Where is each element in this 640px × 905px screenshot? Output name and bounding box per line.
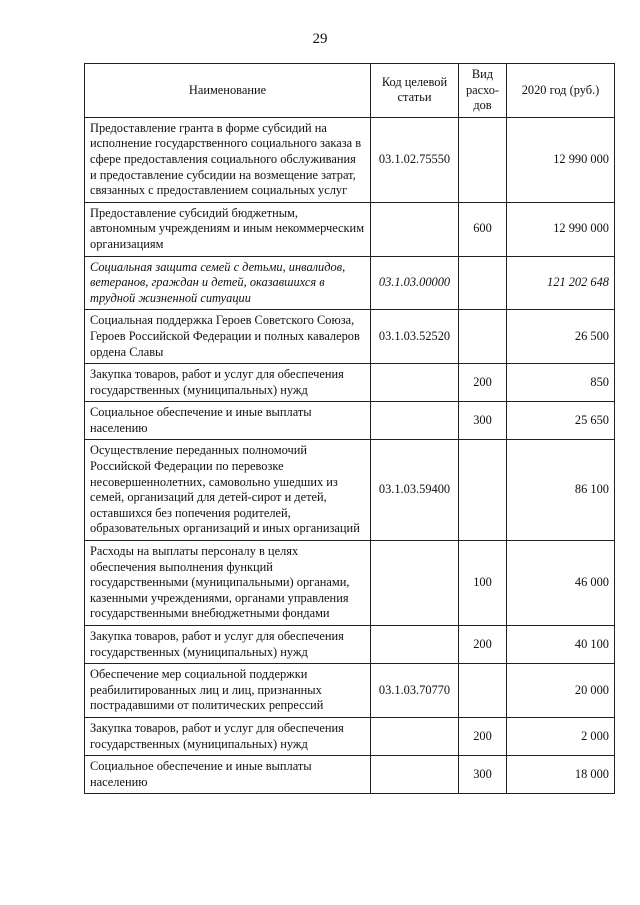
header-kind: Вид расхо-дов <box>459 64 507 118</box>
row-name-cell: Социальная поддержка Героев Советского Союза, Героев Российской Федерации и полных кавалеров ордена Славы <box>85 310 371 364</box>
row-amount-cell: 12 990 000 <box>507 202 615 256</box>
row-code-cell: 03.1.03.59400 <box>371 440 459 541</box>
header-code: Код целевой статьи <box>371 64 459 118</box>
row-name-cell: Социальная защита семей с детьми, инвалидов, ветеранов, граждан и детей, оказавшихся в трудной жизненной ситуации <box>85 256 371 310</box>
row-amount-cell: 20 000 <box>507 664 615 718</box>
row-amount-cell: 86 100 <box>507 440 615 541</box>
row-code-cell <box>371 756 459 794</box>
header-name: Наименование <box>85 64 371 118</box>
row-kind-cell <box>459 117 507 202</box>
row-code-cell: 03.1.03.70770 <box>371 664 459 718</box>
row-amount-cell: 18 000 <box>507 756 615 794</box>
table-row <box>85 756 615 794</box>
table-row <box>85 402 615 440</box>
row-code-cell <box>371 202 459 256</box>
row-amount-cell: 26 500 <box>507 310 615 364</box>
row-code-cell <box>371 541 459 626</box>
row-name-cell: Предоставление субсидий бюджетным, автономным учреждениям и иным некоммерческим организациям <box>85 202 371 256</box>
row-kind-cell: 100 <box>459 541 507 626</box>
row-amount-cell: 2 000 <box>507 717 615 755</box>
row-kind-cell <box>459 310 507 364</box>
row-name-cell: Закупка товаров, работ и услуг для обеспечения государственных (муниципальных) нужд <box>85 717 371 755</box>
table-row <box>85 626 615 664</box>
table-row <box>85 310 615 364</box>
page-number: 29 <box>312 31 328 47</box>
row-code-cell: 03.1.03.52520 <box>371 310 459 364</box>
table-row <box>85 541 615 626</box>
row-code-cell: 03.1.02.75550 <box>371 117 459 202</box>
budget-table <box>84 63 615 794</box>
table-row <box>85 717 615 755</box>
row-code-cell <box>371 626 459 664</box>
row-kind-cell: 600 <box>459 202 507 256</box>
row-code-cell <box>371 717 459 755</box>
row-amount-cell: 46 000 <box>507 541 615 626</box>
row-code-cell <box>371 364 459 402</box>
table-body <box>85 117 615 794</box>
row-amount-cell: 850 <box>507 364 615 402</box>
row-kind-cell <box>459 440 507 541</box>
table-row <box>85 664 615 718</box>
row-amount-cell: 40 100 <box>507 626 615 664</box>
row-kind-cell: 200 <box>459 717 507 755</box>
table-row <box>85 256 615 310</box>
table-row <box>85 117 615 202</box>
table-row <box>85 440 615 541</box>
row-name-cell: Социальное обеспечение и иные выплаты населению <box>85 402 371 440</box>
table-row <box>85 364 615 402</box>
table-header-row <box>85 64 615 118</box>
row-name-cell: Закупка товаров, работ и услуг для обеспечения государственных (муниципальных) нужд <box>85 364 371 402</box>
row-kind-cell <box>459 664 507 718</box>
row-kind-cell: 200 <box>459 364 507 402</box>
row-name-cell: Обеспечение мер социальной поддержки реабилитированных лиц и лиц, признанных пострадавшими от политических репрессий <box>85 664 371 718</box>
row-name-cell: Осуществление переданных полномочий Российской Федерации по перевозке несовершеннолетних, самовольно ушедших из семей, организаций для детей-сирот и детей, оставшихся без попечения родителей, образовательных организаций и иных организаций <box>85 440 371 541</box>
row-code-cell: 03.1.03.00000 <box>371 256 459 310</box>
row-name-cell: Расходы на выплаты персоналу в целях обеспечения выполнения функций государственными (муниципальными) органами, казенными учреждениями, органами управления государственными внебюджетными фондами <box>85 541 371 626</box>
table-row <box>85 202 615 256</box>
row-name-cell: Закупка товаров, работ и услуг для обеспечения государственных (муниципальных) нужд <box>85 626 371 664</box>
row-name-cell: Социальное обеспечение и иные выплаты населению <box>85 756 371 794</box>
header-amount: 2020 год (руб.) <box>507 64 615 118</box>
row-kind-cell: 300 <box>459 402 507 440</box>
row-code-cell <box>371 402 459 440</box>
row-kind-cell: 300 <box>459 756 507 794</box>
row-kind-cell <box>459 256 507 310</box>
row-amount-cell: 12 990 000 <box>507 117 615 202</box>
row-name-cell: Предоставление гранта в форме субсидий на исполнение государственного социального заказа в сфере предоставления социального обслуживания и предоставление субсидии на возмещение затрат, связанных с предоставлением социальных услуг <box>85 117 371 202</box>
row-amount-cell: 121 202 648 <box>507 256 615 310</box>
row-amount-cell: 25 650 <box>507 402 615 440</box>
row-kind-cell: 200 <box>459 626 507 664</box>
